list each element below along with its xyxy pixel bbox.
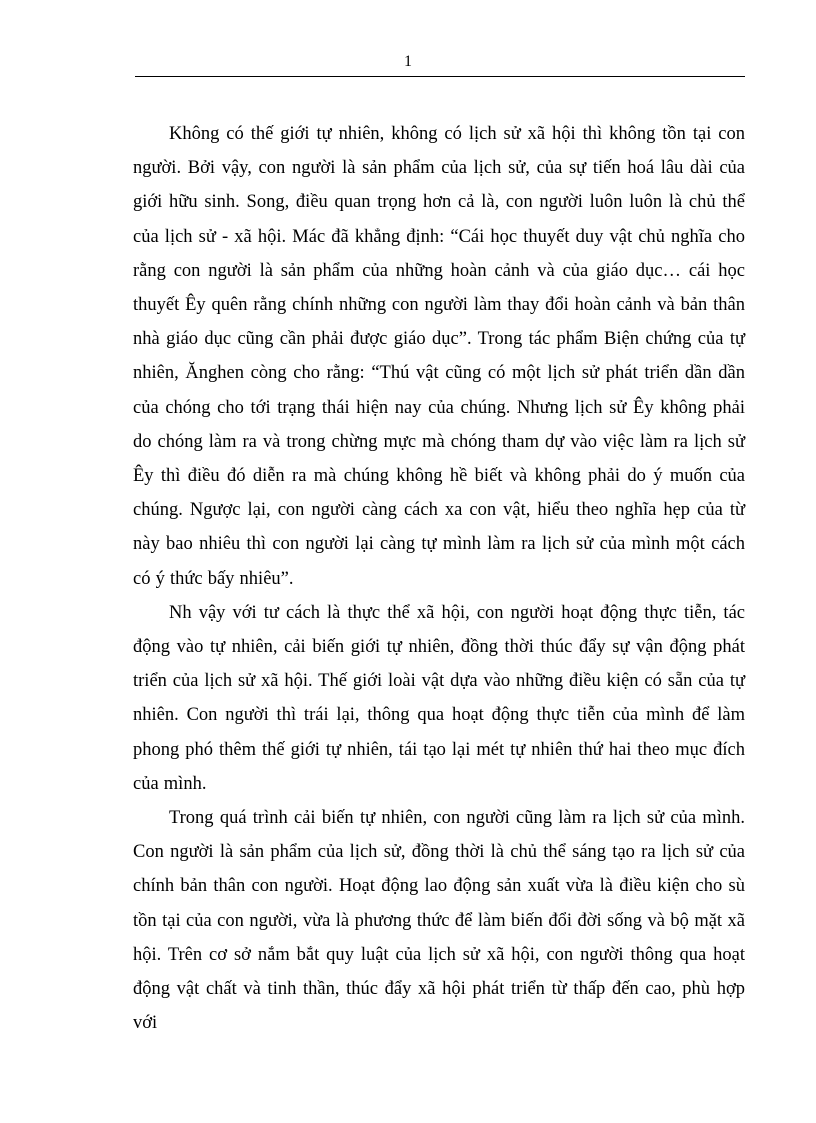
document-body <box>133 117 745 1040</box>
paragraph-1: Không có thế giới tự nhiên, không có lịch sử xã hội thì không tồn tại con người. Bởi vậy, con người là sản phẩm của lịch sử, của sự tiến hoá lâu dài của giới hữu sinh. Song, điều quan trọng hơn cả là, con người luôn luôn là chủ thể của lịch sử - xã hội. Mác đã khẳng định: “Cái học thuyết duy vật chủ nghĩa cho rằng con người là sản phẩm của những hoàn cảnh và của giáo dục… cái học thuyết Êy quên rằng chính những con người làm thay đổi hoàn cảnh và bản thân nhà giáo dục cũng cần phải được giáo dục”. Trong tác phẩm Biện chứng của tự nhiên, Ănghen còng cho rằng: “Thú vật cũng có một lịch sử phát triển dần dần của chóng cho tới trạng thái hiện nay của chúng. Nhưng lịch sử Êy không phải do chóng làm ra và trong chừng mực mà chóng tham dự vào việc làm ra lịch sử Êy thì điều đó diễn ra mà chúng không hề biết và không phải do ý muốn của chúng. Ngược lại, con người càng cách xa con vật, hiểu theo nghĩa hẹp của từ này bao nhiêu thì con người lại càng tự mình làm ra lịch sử của mình một cách có ý thức bấy nhiêu”. <box>133 124 745 589</box>
paragraph-3: Trong quá trình cải biến tự nhiên, con người cũng làm ra lịch sử của mình. Con người là sản phẩm của lịch sử, đồng thời là chủ thể sáng tạo ra lịch sử của chính bản thân con người. Hoạt động lao động sản xuất vừa là điều kiện cho sù tồn tại của con người, vừa là phương thức để làm biến đổi đời sống và bộ mặt xã hội. Trên cơ sở nắm bắt quy luật của lịch sử xã hội, con người thông qua hoạt động vật chất và tinh thần, thúc đẩy xã hội phát triển từ thấp đến cao, phù hợp với <box>133 808 745 1034</box>
paragraph-2: Nh vậy với tư cách là thực thể xã hội, con người hoạt động thực tiễn, tác động vào tự nhiên, cải biến giới tự nhiên, đồng thời thúc đẩy sự vận động phát triển của lịch sử xã hội. Thế giới loài vật dựa vào những điều kiện có sẵn của tự nhiên. Con người thì trái lại, thông qua hoạt động thực tiễn của mình để làm phong phó thêm thế giới tự nhiên, tái tạo lại mét tự nhiên thứ hai theo mục đích của mình. <box>133 602 745 794</box>
page-number: 1 <box>404 53 412 70</box>
header-divider <box>135 76 745 77</box>
